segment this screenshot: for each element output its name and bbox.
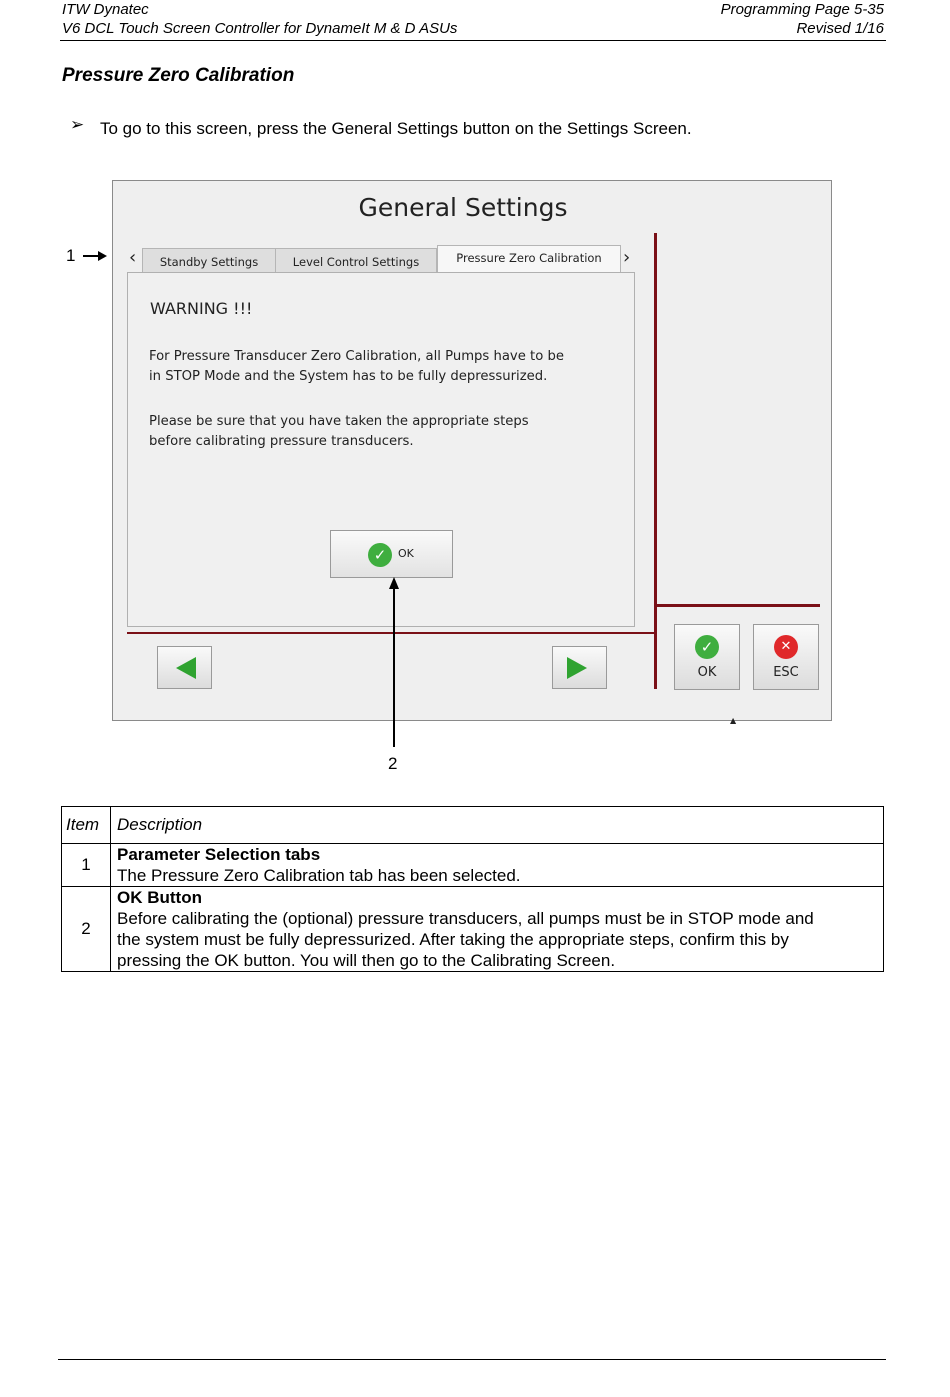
table-row (62, 844, 884, 887)
row-text-line: The Pressure Zero Calibration tab has been selected. (117, 866, 521, 885)
screen-esc-label: ESC (773, 665, 799, 680)
callout-1-arrow-icon (82, 249, 108, 263)
check-icon: ✓ (695, 635, 719, 659)
column-header-item: Item (62, 807, 111, 844)
calibration-ok-label: OK (398, 547, 414, 560)
screen-esc-button[interactable] (753, 624, 819, 690)
row-title: Parameter Selection tabs (117, 845, 321, 864)
previous-page-button[interactable] (157, 646, 212, 689)
page-header-right (721, 0, 884, 38)
tab-scroll-right-icon[interactable]: › (623, 247, 631, 268)
mouse-cursor-icon: ▲ (730, 716, 737, 725)
arrow-right-icon (567, 657, 587, 679)
tab-level-control-settings[interactable]: Level Control Settings (275, 248, 437, 272)
calibration-ok-button[interactable] (330, 530, 453, 578)
table-header-row (62, 807, 884, 844)
column-header-description: Description (111, 807, 884, 844)
row-item-number: 2 (62, 887, 111, 972)
row-text-line: pressing the OK button. You will then go to the Calibrating Screen. (117, 951, 616, 970)
callout-1-number: 1 (66, 246, 76, 265)
section-title: Pressure Zero Calibration (62, 65, 295, 86)
instruction-text: To go to this screen, press the General Settings button on the Settings Screen. (100, 119, 692, 138)
page-number: Programming Page 5-35 (720, 1, 884, 18)
screen-ok-label: OK (697, 665, 717, 680)
warning-title: WARNING !!! (150, 299, 253, 318)
bullet-arrow-icon: ➢ (70, 115, 85, 134)
tab-scroll-left-icon[interactable]: ‹ (129, 247, 137, 268)
warning-line-2: in STOP Mode and the System has to be fully depressurized. (149, 369, 548, 384)
table-row (62, 887, 884, 972)
item-description-table (61, 806, 884, 972)
warning-line-1: For Pressure Transducer Zero Calibration, all Pumps have to be (149, 349, 564, 364)
row-description (111, 887, 884, 972)
company-name: ITW Dynatec (62, 1, 149, 18)
row-description (111, 844, 884, 887)
revision: Revised 1/16 (796, 20, 884, 37)
row-text-line: Before calibrating the (optional) pressure transducers, all pumps must be in STOP mode and (117, 909, 814, 928)
close-icon: ✕ (774, 635, 798, 659)
screen-ok-button[interactable] (674, 624, 740, 690)
tab-pressure-zero-calibration[interactable]: Pressure Zero Calibration (437, 245, 621, 273)
warning-line-4: before calibrating pressure transducers. (149, 434, 414, 449)
next-page-button[interactable] (552, 646, 607, 689)
footer-divider (58, 1359, 886, 1360)
arrow-left-icon (176, 657, 196, 679)
row-text-line: the system must be fully depressurized. After taking the appropriate steps, confirm this by (117, 930, 789, 949)
warning-line-3: Please be sure that you have taken the appropriate steps (149, 414, 529, 429)
row-item-number: 1 (62, 844, 111, 887)
check-icon: ✓ (368, 543, 392, 567)
right-horizontal-divider (657, 604, 820, 607)
page-header-left (62, 0, 457, 38)
vertical-divider (654, 233, 657, 689)
tab-standby-settings[interactable]: Standby Settings (142, 248, 276, 272)
callout-2-number: 2 (388, 754, 398, 773)
header-divider (60, 40, 886, 41)
touch-screen-screenshot (112, 180, 832, 725)
callout-2-arrow-icon (387, 577, 401, 749)
screen-title: General Settings (358, 193, 568, 222)
row-title: OK Button (117, 888, 202, 907)
manual-title: V6 DCL Touch Screen Controller for DynameIt M & D ASUs (62, 20, 458, 37)
